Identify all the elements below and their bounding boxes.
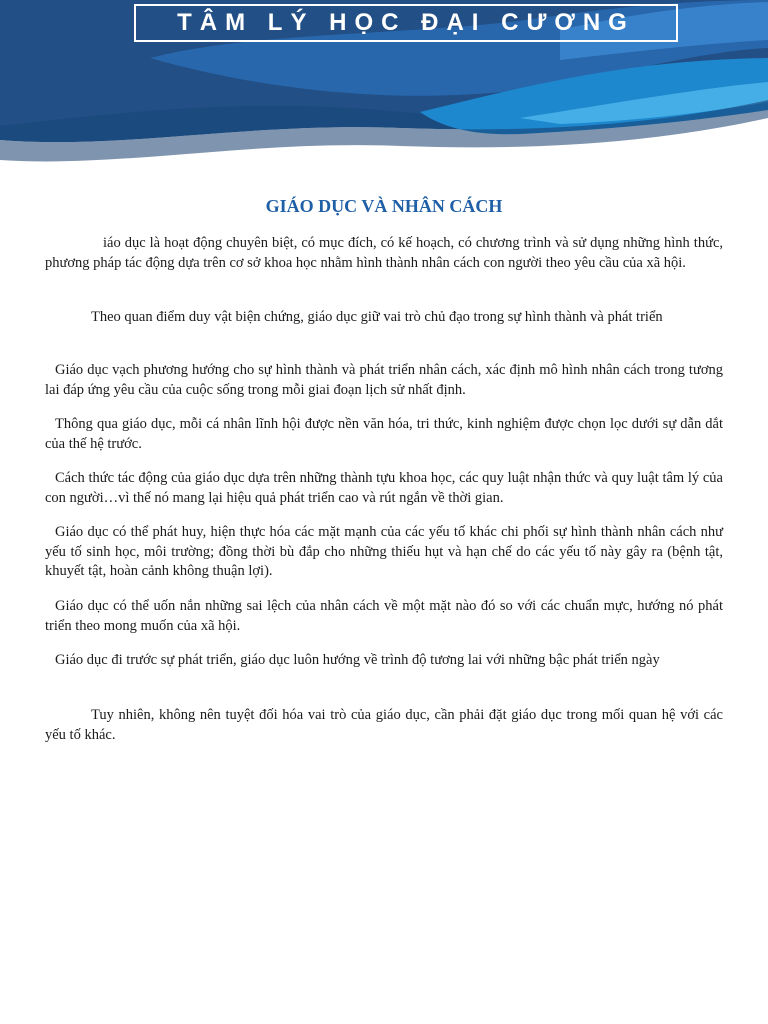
paragraph: Giáo dục có thể uốn nắn những sai lệch của nhân cách về một mặt nào đó so với các chuẩn mực, hướng nó phát triển theo mong muốn của xã hội. [45,598,723,634]
paragraph: Giáo dục đi trước sự phát triển, giáo dục luôn hướng về trình độ tương lai với những bậc phát triển ngày [55,652,660,668]
paragraph: Giáo dục vạch phương hướng cho sự hình thành và phát triển nhân cách, xác định mô hình nhân cách trong tương lai đáp ứng yêu cầu của cuộc sống trong mỗi giai đoạn lịch sử nhất định. [45,362,723,398]
paragraph: iáo dục là hoạt động chuyên biệt, có mục đích, có kế hoạch, có chương trình và sử dụng những hình thức, phương pháp tác động dựa trên cơ sở khoa học nhằm hình thành nhân cách con người theo yêu cầu của xã hội. [45,235,723,271]
page-title: TÂM LÝ HỌC ĐẠI CƯƠNG [134,4,678,42]
paragraph: Thông qua giáo dục, mỗi cá nhân lĩnh hội được nền văn hóa, tri thức, kinh nghiệm được chọn lọc dưới sự dẫn dắt của thế hệ trước. [45,416,723,452]
paragraph: Theo quan điểm duy vật biện chứng, giáo dục giữ vai trò chủ đạo trong sự hình thành và phát triển [91,309,663,325]
paragraph: Cách thức tác động của giáo dục dựa trên những thành tựu khoa học, các quy luật nhận thức và quy luật tâm lý của con người…vì thế nó mang lại hiệu quả phát triển cao và rút ngắn về thời gian. [45,470,723,506]
paragraph: Tuy nhiên, không nên tuyệt đối hóa vai trò của giáo dục, cần phải đặt giáo dục trong mối quan hệ với các yếu tố khác. [45,707,723,743]
header-banner [0,0,768,170]
paragraph: Giáo dục có thể phát huy, hiện thực hóa các mặt mạnh của các yếu tố khác chi phối sự hình thành nhân cách như yếu tố sinh học, môi trường; đồng thời bù đắp cho những thiếu hụt và hạn chế do các yếu tố này gây ra (bệnh tật, khuyết tật, hoàn cảnh không thuận lợi). [45,524,723,579]
section-heading: GIÁO DỤC VÀ NHÂN CÁCH [265,196,503,216]
